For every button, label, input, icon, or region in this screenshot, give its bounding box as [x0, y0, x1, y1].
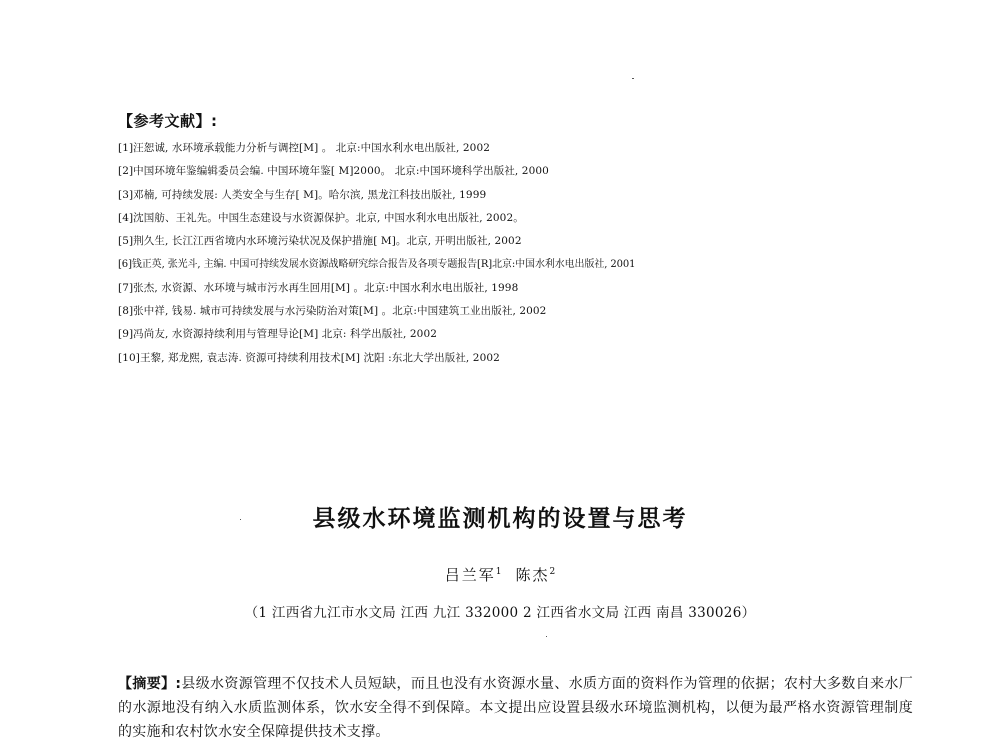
abstract-label: 【摘要】:: [118, 676, 182, 692]
references-heading: 【参考文献】:: [118, 112, 218, 130]
article-title: 县级水环境监测机构的设置与思考: [312, 506, 688, 532]
references-list: [118, 137, 938, 370]
author-affiliation-mark: 2: [549, 567, 556, 577]
author-name: 陈杰: [515, 566, 550, 584]
reference-item: [2]中国环境年鉴编辑委员会编. 中国环境年鉴[ M]2000。 北京:中国环境科学出版社, 2000: [118, 165, 549, 178]
reference-item: [5]荆久生, 长江江西省境内水环境污染状况及保护措施[ M]。北京, 开明出版社, 2002: [118, 235, 522, 248]
reference-item: [8]张中祥, 钱易. 城市可持续发展与水污染防治对策[M] 。北京:中国建筑工业出版社, 2002: [118, 305, 547, 318]
reference-item: [9]冯尚友, 水资源持续利用与管理导论[M] 北京: 科学出版社, 2002: [118, 328, 438, 341]
reference-item: [7]张杰, 水资源、水环境与城市污水再生回用[M] 。北京:中国水利水电出版社, 1998: [118, 281, 519, 294]
abstract-text: 县级水资源管理不仅技术人员短缺，而且也没有水资源水量、水质方面的资料作为管理的依据；农村大多数自来水厂的水源地没有纳入水质监测体系，饮水安全得不到保障。本文提出应设置县级水环境监测机构，以便为最严格水资源管理制度的实施和农村饮水安全保障提供技术支撑。: [118, 676, 913, 740]
author-affiliation-mark: 1: [495, 567, 502, 577]
scan-speck: [546, 636, 547, 637]
references-section: [118, 112, 938, 370]
author-name: 吕兰军: [444, 566, 496, 584]
scan-speck: [632, 78, 634, 79]
reference-item: [3]邓楠, 可持续发展: 人类安全与生存[ M]。哈尔滨, 黑龙江科技出版社, 1999: [118, 188, 487, 201]
article-authors: [0, 562, 1000, 585]
author-affiliations: （1 江西省九江市水文局 江西 九江 332000 2 江西省水文局 江西 南昌 330026）: [244, 605, 756, 621]
abstract-paragraph: [118, 672, 913, 744]
reference-item: [6]钱正英, 张光斗, 主编. 中国可持续发展水资源战略研究综合报告及各项专题报告[R]北京:中国水利水电出版社, 2001: [118, 259, 636, 271]
reference-item: [4]沈国舫、王礼先。中国生态建设与水资源保护。北京, 中国水利水电出版社, 2002。: [118, 211, 524, 224]
reference-item: [1]汪恕诚, 水环境承载能力分析与调控[M] 。 北京:中国水利水电出版社, 2002: [118, 142, 491, 154]
reference-item: [10]王黎, 郑龙熙, 袁志涛. 资源可持续利用技术[M] 沈阳 :东北大学出版社, 2002: [118, 351, 500, 364]
